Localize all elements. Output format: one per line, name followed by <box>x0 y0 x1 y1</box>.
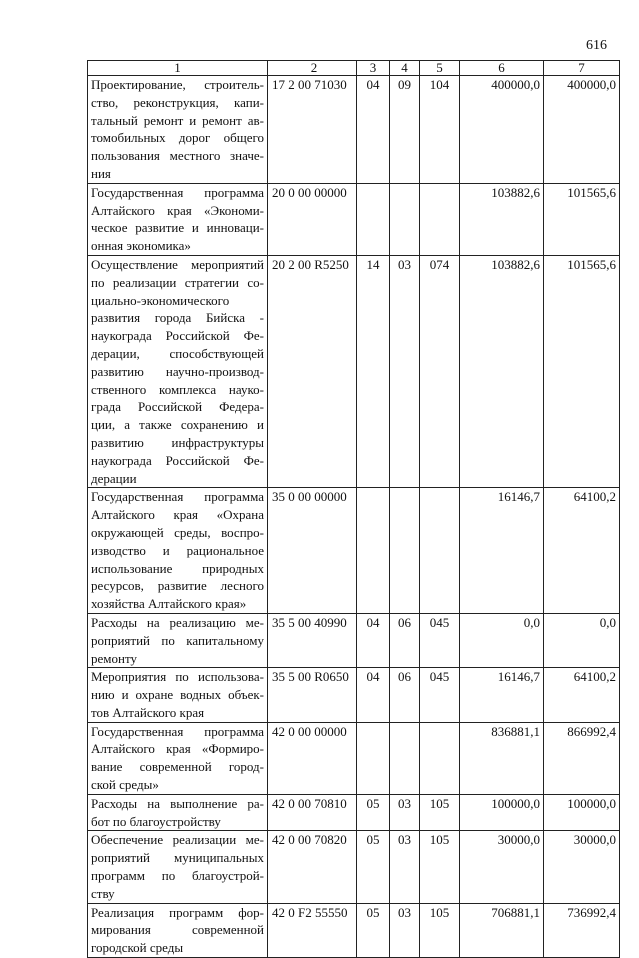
row-section-cell: 04 <box>357 668 390 722</box>
row-name-line: града Российской Федера- <box>91 399 264 415</box>
row-name-line: ния <box>91 165 111 181</box>
budget-table <box>87 60 620 958</box>
row-name-line: Алтайского края «Формиро- <box>91 741 264 757</box>
row-expense-type-cell: 045 <box>420 613 460 667</box>
row-name-cell <box>88 76 268 184</box>
column-header-4: 4 <box>390 61 420 76</box>
row-amount-col7-cell: 101565,6 <box>544 255 620 487</box>
row-amount-col7-cell: 64100,2 <box>544 488 620 614</box>
row-subsection-cell <box>390 722 420 794</box>
row-name-line: роприятий муниципальных <box>91 850 264 866</box>
row-name-line: программ по благоустрой- <box>91 868 264 884</box>
row-subsection-cell <box>390 183 420 255</box>
row-amount-col6-cell: 400000,0 <box>460 76 544 184</box>
row-amount-col7-cell: 0,0 <box>544 613 620 667</box>
row-code-cell: 35 5 00 40990 <box>268 613 357 667</box>
row-name-cell <box>88 488 268 614</box>
row-section-cell: 05 <box>357 831 390 903</box>
row-name-line: дерации <box>91 470 137 486</box>
row-amount-col6-cell: 100000,0 <box>460 794 544 831</box>
row-name-line: развитию инфраструктуры <box>91 434 264 450</box>
row-name-line: роприятий по капитальному <box>91 632 264 648</box>
row-amount-col7-cell: 400000,0 <box>544 76 620 184</box>
row-name-line: Государственная программа <box>91 489 264 505</box>
row-name-line: ству <box>91 885 115 901</box>
table-row <box>88 183 620 255</box>
row-subsection-cell: 03 <box>390 831 420 903</box>
row-name-line: Государственная программа <box>91 723 264 739</box>
row-name-cell <box>88 183 268 255</box>
row-code-cell: 42 0 00 00000 <box>268 722 357 794</box>
row-name-line: Расходы на реализацию ме- <box>91 614 264 630</box>
row-name-line: изводство и рациональное <box>91 542 264 558</box>
column-header-2: 2 <box>268 61 357 76</box>
row-amount-col7-cell: 64100,2 <box>544 668 620 722</box>
row-name-line: Алтайского края «Экономи- <box>91 202 264 218</box>
column-header-3: 3 <box>357 61 390 76</box>
row-amount-col7-cell: 100000,0 <box>544 794 620 831</box>
table-row <box>88 613 620 667</box>
table-row <box>88 255 620 487</box>
row-name-line: развития города Бийска - <box>91 310 264 326</box>
row-subsection-cell: 06 <box>390 613 420 667</box>
row-name-line: Алтайского края «Охрана <box>91 507 264 523</box>
row-expense-type-cell: 074 <box>420 255 460 487</box>
row-subsection-cell: 06 <box>390 668 420 722</box>
row-name-line: хозяйства Алтайского края» <box>91 596 247 612</box>
row-name-line: тов Алтайского края <box>91 704 205 720</box>
row-name-line: ство, реконструкция, капи- <box>91 94 264 110</box>
row-name-line: использование природных <box>91 560 264 576</box>
row-code-cell: 42 0 F2 55550 <box>268 903 357 957</box>
row-expense-type-cell <box>420 488 460 614</box>
row-name-line: Государственная программа <box>91 184 264 200</box>
row-amount-col6-cell: 0,0 <box>460 613 544 667</box>
row-name-line: окружающей среды, воспро- <box>91 524 264 540</box>
row-expense-type-cell: 105 <box>420 794 460 831</box>
row-name-line: наукограда Российской Фе- <box>91 452 264 468</box>
row-name-line: онная экономика» <box>91 238 191 254</box>
table-row <box>88 794 620 831</box>
column-header-1: 1 <box>88 61 268 76</box>
row-code-cell: 35 5 00 R0650 <box>268 668 357 722</box>
row-name-line: ремонту <box>91 650 137 666</box>
row-amount-col7-cell: 736992,4 <box>544 903 620 957</box>
row-name-line: Мероприятия по использова- <box>91 669 264 685</box>
table-row <box>88 488 620 614</box>
row-name-line: бот по благоустройству <box>91 813 221 829</box>
row-name-line: Проектирование, строитель- <box>91 77 264 92</box>
row-expense-type-cell <box>420 183 460 255</box>
row-name-line: по реализации стратегии со- <box>91 274 264 290</box>
row-amount-col7-cell: 866992,4 <box>544 722 620 794</box>
row-name-line: пользования местного значе- <box>91 148 264 164</box>
row-amount-col6-cell: 30000,0 <box>460 831 544 903</box>
table-row <box>88 668 620 722</box>
row-name-line: вание современной город- <box>91 759 264 775</box>
page-number: 616 <box>586 38 607 53</box>
row-amount-col6-cell: 706881,1 <box>460 903 544 957</box>
column-header-7: 7 <box>544 61 620 76</box>
row-name-line: мирования современной <box>91 922 264 938</box>
row-code-cell: 42 0 00 70820 <box>268 831 357 903</box>
row-section-cell: 14 <box>357 255 390 487</box>
row-subsection-cell: 03 <box>390 794 420 831</box>
row-name-cell <box>88 668 268 722</box>
row-name-line: ской среды» <box>91 777 159 793</box>
column-header-5: 5 <box>420 61 460 76</box>
row-name-line: ственного комплекса науко- <box>91 381 264 397</box>
row-name-cell <box>88 903 268 957</box>
row-amount-col6-cell: 16146,7 <box>460 668 544 722</box>
row-amount-col6-cell: 836881,1 <box>460 722 544 794</box>
row-section-cell: 04 <box>357 76 390 184</box>
row-code-cell: 20 2 00 R5250 <box>268 255 357 487</box>
row-name-cell <box>88 831 268 903</box>
row-name-line: развитию научно-производ- <box>91 363 264 379</box>
row-expense-type-cell: 104 <box>420 76 460 184</box>
row-name-line: ции, а также сохранению и <box>91 417 264 433</box>
table-row <box>88 722 620 794</box>
row-subsection-cell: 09 <box>390 76 420 184</box>
row-section-cell: 05 <box>357 794 390 831</box>
row-name-cell <box>88 255 268 487</box>
table-row <box>88 903 620 957</box>
row-name-line: циально-экономического <box>91 292 230 308</box>
row-amount-col6-cell: 103882,6 <box>460 255 544 487</box>
row-expense-type-cell: 105 <box>420 903 460 957</box>
header-row <box>88 61 620 76</box>
row-name-line: наукограда Российской Фе- <box>91 328 264 344</box>
row-expense-type-cell: 045 <box>420 668 460 722</box>
row-name-cell <box>88 613 268 667</box>
row-section-cell <box>357 722 390 794</box>
row-expense-type-cell <box>420 722 460 794</box>
row-name-line: томобильных дорог общего <box>91 130 264 146</box>
row-name-line: дерации, способствующей <box>91 345 264 361</box>
row-code-cell: 20 0 00 00000 <box>268 183 357 255</box>
row-code-cell: 17 2 00 71030 <box>268 76 357 184</box>
row-name-line: Расходы на выполнение ра- <box>91 795 264 811</box>
table-body <box>88 61 620 958</box>
row-section-cell: 04 <box>357 613 390 667</box>
row-name-line: Реализация программ фор- <box>91 904 264 920</box>
row-subsection-cell: 03 <box>390 255 420 487</box>
row-code-cell: 42 0 00 70810 <box>268 794 357 831</box>
row-subsection-cell: 03 <box>390 903 420 957</box>
row-subsection-cell <box>390 488 420 614</box>
row-name-cell <box>88 794 268 831</box>
row-name-line: тальный ремонт и ремонт ав- <box>91 112 264 128</box>
row-section-cell <box>357 183 390 255</box>
row-code-cell: 35 0 00 00000 <box>268 488 357 614</box>
table-row <box>88 831 620 903</box>
row-name-line: ресурсов, развитие лесного <box>91 578 264 594</box>
row-name-line: Обеспечение реализации ме- <box>91 832 264 848</box>
row-amount-col6-cell: 103882,6 <box>460 183 544 255</box>
row-amount-col7-cell: 30000,0 <box>544 831 620 903</box>
row-name-line: ческое развитие и инноваци- <box>91 220 264 236</box>
column-header-6: 6 <box>460 61 544 76</box>
row-expense-type-cell: 105 <box>420 831 460 903</box>
row-amount-col7-cell: 101565,6 <box>544 183 620 255</box>
row-section-cell <box>357 488 390 614</box>
row-section-cell: 05 <box>357 903 390 957</box>
row-name-cell <box>88 722 268 794</box>
row-name-line: нию и охране водных объек- <box>91 687 264 703</box>
row-name-line: городской среды <box>91 940 184 956</box>
row-amount-col6-cell: 16146,7 <box>460 488 544 614</box>
row-name-line: Осуществление мероприятий <box>91 256 264 272</box>
table-row <box>88 76 620 184</box>
